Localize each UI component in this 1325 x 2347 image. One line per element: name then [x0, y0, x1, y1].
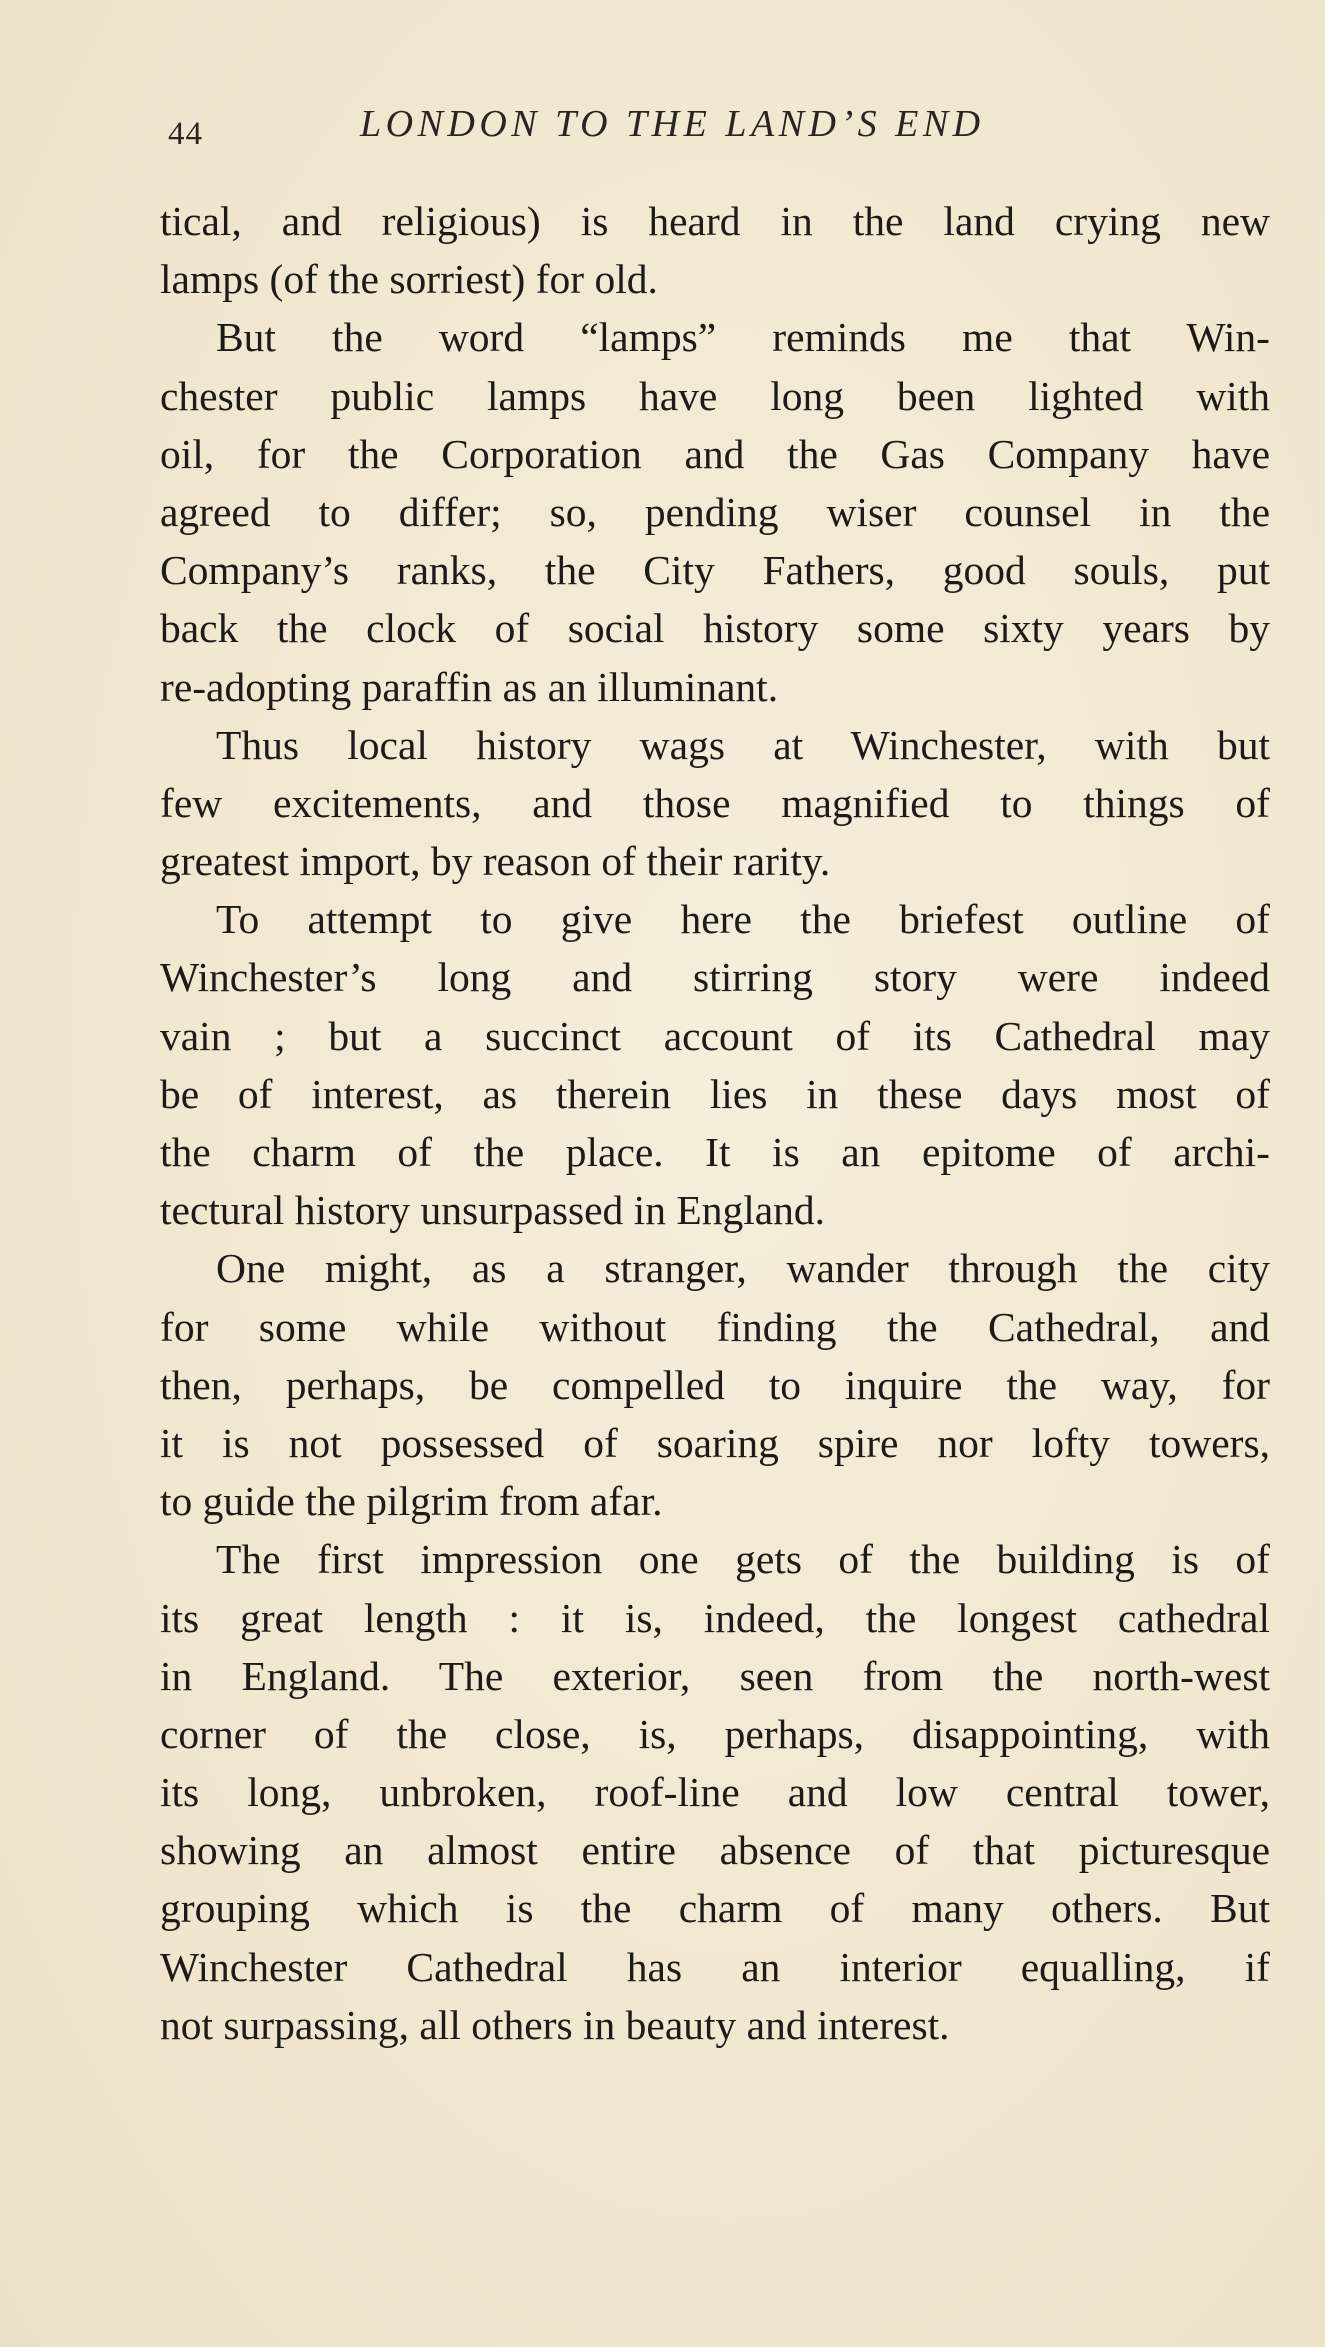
text-line: for some while without finding the Cathedral, and — [160, 1303, 1270, 1350]
text-line: vain ; but a succinct account of its Cathedral may — [160, 1012, 1270, 1059]
text-line: Winchester’s long and stirring story were indeed — [160, 954, 1270, 1001]
text-line: grouping which is the charm of many others. But — [160, 1885, 1270, 1932]
text-line: be of interest, as therein lies in these days most of — [160, 1070, 1270, 1117]
text-line: the charm of the place. It is an epitome of archi- — [160, 1129, 1270, 1175]
text-line: re-adopting paraffin as an illuminant. — [160, 663, 779, 710]
text-line: To attempt to give here the briefest outline of — [216, 896, 1270, 943]
text-line: Company’s ranks, the City Fathers, good souls, put — [160, 547, 1270, 594]
text-line: One might, as a stranger, wander through the city — [216, 1245, 1270, 1292]
running-title: LONDON TO THE LAND’S END — [360, 103, 985, 145]
text-line: back the clock of social history some sixty years by — [160, 605, 1270, 652]
text-line: Winchester Cathedral has an interior equalling, if — [160, 1943, 1270, 1990]
text-line: oil, for the Corporation and the Gas Company have — [160, 430, 1270, 477]
text-line: agreed to differ; so, pending wiser counsel in the — [160, 488, 1270, 535]
text-line: Thus local history wags at Winchester, with but — [216, 721, 1270, 768]
page-number: 44 — [168, 116, 203, 152]
text-line: But the word “lamps” reminds me that Win- — [216, 314, 1270, 361]
text-line: not surpassing, all others in beauty and interest. — [160, 2001, 950, 2048]
text-line: showing an almost entire absence of that picturesque — [160, 1827, 1270, 1874]
text-line: its great length : it is, indeed, the longest cathedral — [160, 1594, 1270, 1641]
text-line: then, perhaps, be compelled to inquire the way, for — [160, 1361, 1270, 1408]
text-line: lamps (of the sorriest) for old. — [160, 256, 658, 303]
text-line: few excitements, and those magnified to things of — [160, 779, 1270, 826]
text-line: chester public lamps have long been lighted with — [160, 372, 1270, 419]
text-line: to guide the pilgrim from afar. — [160, 1478, 663, 1525]
text-line: in England. The exterior, seen from the north-west — [160, 1652, 1270, 1699]
text-line: tectural history unsurpassed in England. — [160, 1187, 826, 1234]
text-line: its long, unbroken, roof-line and low central tower, — [160, 1769, 1270, 1816]
text-line: The first impression one gets of the building is of — [216, 1536, 1270, 1583]
text-line: corner of the close, is, perhaps, disappointing, with — [160, 1710, 1270, 1757]
body-text — [160, 192, 1270, 2054]
text-line: greatest import, by reason of their rarity. — [160, 838, 831, 885]
text-line: it is not possessed of soaring spire nor lofty towers, — [160, 1419, 1270, 1466]
page-header — [160, 102, 1270, 162]
text-line: tical, and religious) is heard in the land crying new — [160, 198, 1270, 244]
